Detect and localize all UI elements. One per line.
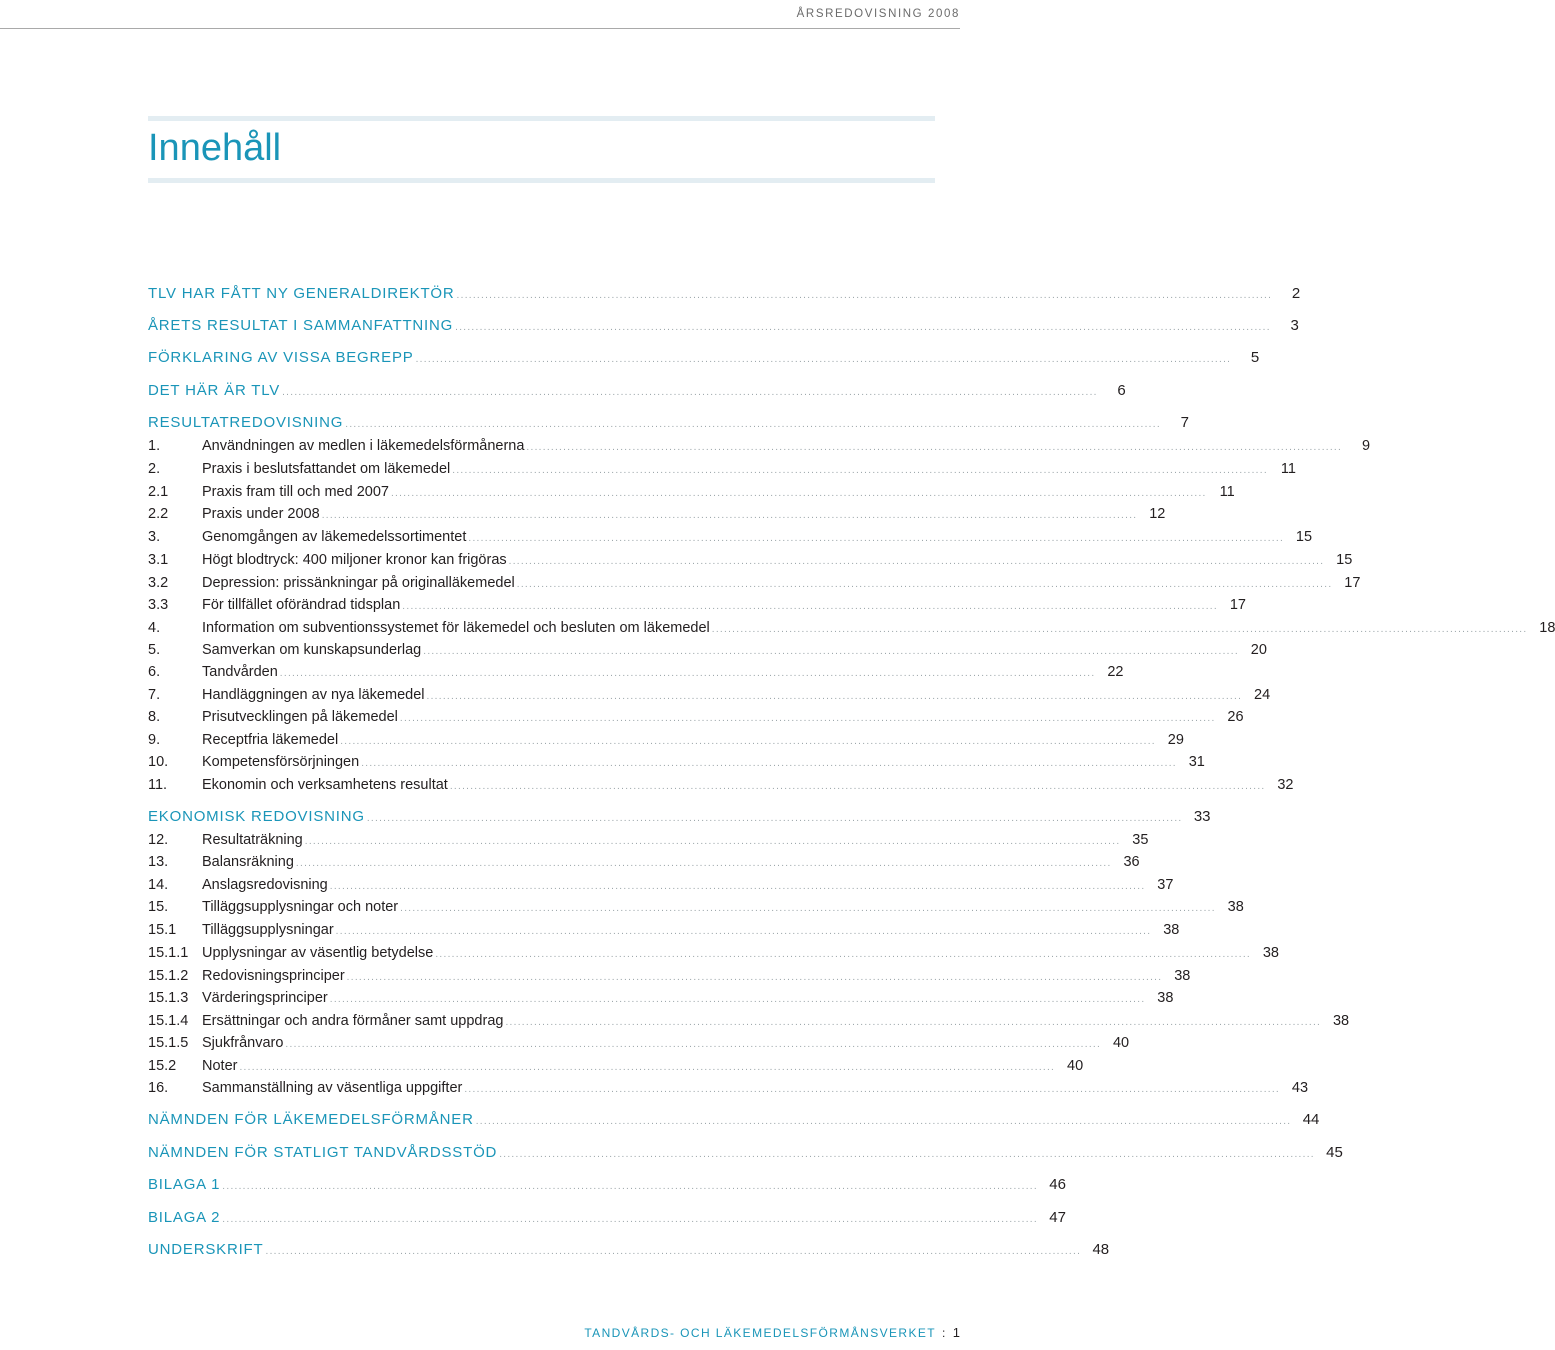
toc-entry[interactable] <box>148 596 1246 614</box>
toc-entry-page: 7 <box>1180 414 1189 431</box>
title-band-top <box>148 116 935 121</box>
toc-entry-label: ÅRETS RESULTAT I SAMMANFATTNING <box>148 317 454 334</box>
toc-entry[interactable] <box>148 776 1294 794</box>
page-number: 1 <box>952 1325 960 1340</box>
toc-entry-number: 16. <box>148 1080 169 1096</box>
toc-entry[interactable] <box>148 686 1271 704</box>
toc-entry[interactable] <box>148 1057 1084 1075</box>
toc-entry-page: 20 <box>1250 642 1267 658</box>
toc-entry-label: TLV HAR FÅTT NY GENERALDIREKTÖR <box>148 285 455 302</box>
toc-entry-label: Anslagsredovisning <box>202 877 328 893</box>
toc-entry-label: Ersättningar och andra förmåner samt uppdrag <box>202 1013 504 1029</box>
toc-entry-number: 15.1.4 <box>148 1013 189 1029</box>
dot-leader: ........................................................................................................................................................................................................ <box>508 556 1325 567</box>
toc-entry-label: Genomgången av läkemedelssortimentet <box>202 529 467 545</box>
toc-entry-page: 40 <box>1112 1035 1130 1051</box>
toc-section-entry[interactable] <box>148 382 1126 400</box>
toc-entry-page: 44 <box>1302 1111 1320 1128</box>
toc-entry[interactable] <box>148 574 1361 592</box>
toc-entry-number: 2. <box>148 461 161 477</box>
toc-entry-label: Sjukfrånvaro <box>202 1035 284 1051</box>
toc-entry[interactable] <box>148 437 1371 455</box>
dot-leader: ........................................................................................................................................................................................................ <box>464 1084 1281 1095</box>
toc-entry-page: 38 <box>1163 922 1180 938</box>
toc-section-entry[interactable] <box>148 414 1189 432</box>
dot-leader: ........................................................................................................................................................................................................ <box>456 290 1273 301</box>
toc-section-entry[interactable] <box>148 317 1299 335</box>
dot-leader: ........................................................................................................................................................................................................ <box>279 668 1096 679</box>
page-title: Innehåll <box>148 127 282 169</box>
toc-entry[interactable] <box>148 989 1174 1007</box>
dot-leader: ........................................................................................................................................................................................................ <box>516 579 1333 590</box>
dot-leader: ........................................................................................................................................................................................................ <box>423 646 1239 657</box>
toc-entry[interactable] <box>148 921 1180 939</box>
dot-leader: ........................................................................................................................................................................................................ <box>329 994 1146 1005</box>
toc-entry-number: 15. <box>148 899 169 915</box>
toc-entry-label: Användningen av medlen i läkemedelsförmånerna <box>202 438 525 454</box>
toc-entry-label: Tilläggsupplysningar och noter <box>202 899 399 915</box>
toc-entry-label: Resultaträkning <box>202 832 303 848</box>
toc-entry-label: Tandvården <box>202 664 278 680</box>
title-band-bottom <box>148 178 935 183</box>
dot-leader: ........................................................................................................................................................................................................ <box>335 926 1152 937</box>
dot-leader: ........................................................................................................................................................................................................ <box>415 354 1232 365</box>
dot-leader: ........................................................................................................................................................................................................ <box>340 736 1156 747</box>
footer-organization: TANDVÅRDS- OCH LÄKEMEDELSFÖRMÅNSVERKET <box>584 1326 937 1340</box>
toc-entry-page: 48 <box>1092 1241 1110 1258</box>
toc-entry[interactable] <box>148 551 1353 569</box>
toc-entry[interactable] <box>148 1079 1309 1097</box>
dot-leader: ........................................................................................................................................................................................................ <box>366 813 1183 824</box>
dot-leader: ........................................................................................................................................................................................................ <box>505 1017 1322 1028</box>
dot-leader: ........................................................................................................................................................................................................ <box>475 1116 1292 1127</box>
dot-leader: ........................................................................................................................................................................................................ <box>222 1181 1038 1192</box>
dot-leader: ........................................................................................................................................................................................................ <box>304 836 1121 847</box>
toc-entry[interactable] <box>148 505 1166 523</box>
toc-entry-page: 5 <box>1250 349 1260 366</box>
toc-entry-label: BILAGA 1 <box>148 1176 221 1193</box>
toc-entry-number: 15.1.5 <box>148 1035 189 1051</box>
toc-entry-page: 2 <box>1291 285 1301 302</box>
toc-entry-page: 36 <box>1123 854 1140 870</box>
toc-entry[interactable] <box>148 753 1205 771</box>
toc-entry-page: 38 <box>1262 945 1279 961</box>
toc-entry[interactable] <box>148 731 1184 749</box>
dot-leader: ........................................................................................................................................................................................................ <box>329 881 1146 892</box>
dot-leader: ........................................................................................................................................................................................................ <box>265 1246 1082 1257</box>
dot-leader: ........................................................................................................................................................................................................ <box>321 510 1138 521</box>
toc-entry[interactable] <box>148 967 1191 985</box>
dot-leader: ........................................................................................................................................................................................................ <box>449 781 1266 792</box>
toc-entry-label: Receptfria läkemedel <box>202 732 339 748</box>
toc-entry[interactable] <box>148 944 1279 962</box>
dot-leader: ........................................................................................................................................................................................................ <box>295 858 1112 869</box>
toc-entry-label: För tillfället oförändrad tidsplan <box>202 597 401 613</box>
toc-entry-label: Högt blodtryck: 400 miljoner kronor kan frigöras <box>202 552 507 568</box>
dot-leader: ........................................................................................................................................................................................................ <box>711 624 1528 635</box>
toc-section-entry[interactable] <box>148 808 1211 826</box>
dot-leader: ........................................................................................................................................................................................................ <box>426 691 1243 702</box>
toc-entry-label: DET HÄR ÄR TLV <box>148 382 281 399</box>
toc-section-entry[interactable] <box>148 1144 1343 1162</box>
toc-entry-number: 3. <box>148 529 161 545</box>
toc-entry-page: 24 <box>1254 687 1271 703</box>
toc-entry-label: UNDERSKRIFT <box>148 1241 264 1258</box>
dot-leader: ........................................................................................................................................................................................................ <box>346 972 1163 983</box>
toc-section-entry[interactable] <box>148 1176 1066 1194</box>
toc-entry-page: 3 <box>1290 317 1299 334</box>
running-header: ÅRSREDOVISNING 2008 <box>796 8 960 20</box>
toc-entry[interactable] <box>148 528 1313 546</box>
toc-entry-label: Redovisningsprinciper <box>202 968 345 984</box>
toc-entry-page: 46 <box>1049 1176 1066 1193</box>
dot-leader: ........................................................................................................................................................................................................ <box>526 442 1343 453</box>
dot-leader: ........................................................................................................................................................................................................ <box>400 903 1216 914</box>
toc-entry[interactable] <box>148 460 1296 478</box>
toc-entry-page: 29 <box>1167 732 1184 748</box>
toc-section-entry[interactable] <box>148 1209 1066 1227</box>
toc-entry-page: 18 <box>1539 620 1555 636</box>
toc-entry-label: Information om subventionssystemet för läkemedel och besluten om läkemedel <box>202 620 710 636</box>
footer-separator: : <box>942 1326 947 1340</box>
toc-entry-number: 7. <box>148 687 161 703</box>
toc-entry-label: EKONOMISK REDOVISNING <box>148 808 365 825</box>
toc-entry-number: 3.3 <box>148 597 169 613</box>
toc-entry-label: Tilläggsupplysningar <box>202 922 334 938</box>
toc-entry[interactable] <box>148 853 1140 871</box>
toc-entry-page: 17 <box>1229 597 1246 613</box>
toc-entry-number: 15.1.1 <box>148 945 189 961</box>
toc-entry-number: 4. <box>148 620 161 636</box>
toc-entry-number: 12. <box>148 832 169 848</box>
toc-entry-page: 38 <box>1332 1013 1350 1029</box>
toc-entry-number: 13. <box>148 854 169 870</box>
toc-entry-label: FÖRKLARING AV VISSA BEGREPP <box>148 349 414 366</box>
toc-entry-label: Noter <box>202 1058 238 1074</box>
toc-entry-number: 8. <box>148 709 161 725</box>
toc-entry-label: BILAGA 2 <box>148 1209 221 1226</box>
toc-entry-number: 10. <box>148 754 169 770</box>
toc-entry[interactable] <box>148 619 1555 637</box>
dot-leader: ........................................................................................................................................................................................................ <box>402 601 1218 612</box>
toc-entry-label: Ekonomin och verksamhetens resultat <box>202 777 448 793</box>
toc-entry-number: 15.2 <box>148 1058 177 1074</box>
toc-entry[interactable] <box>148 663 1124 681</box>
dot-leader: ........................................................................................................................................................................................................ <box>455 322 1271 333</box>
toc-entry[interactable] <box>148 1034 1130 1052</box>
toc-entry-number: 6. <box>148 664 161 680</box>
toc-entry-number: 5. <box>148 642 161 658</box>
toc-entry-page: 31 <box>1188 754 1205 770</box>
toc-entry-number: 1. <box>148 438 161 454</box>
toc-section-entry[interactable] <box>148 285 1301 303</box>
toc-section-entry[interactable] <box>148 349 1260 367</box>
dot-leader: ........................................................................................................................................................................................................ <box>239 1062 1056 1073</box>
dot-leader: ........................................................................................................................................................................................................ <box>361 758 1177 769</box>
toc-entry-page: 47 <box>1049 1209 1066 1226</box>
toc-entry-page: 6 <box>1117 382 1126 399</box>
toc-entry-page: 11 <box>1280 461 1296 477</box>
toc-entry-page: 35 <box>1132 832 1149 848</box>
toc-entry[interactable] <box>148 708 1244 726</box>
dot-leader: ........................................................................................................................................................................................................ <box>222 1214 1038 1225</box>
toc-entry[interactable] <box>148 831 1149 849</box>
dot-leader: ........................................................................................................................................................................................................ <box>390 488 1207 499</box>
dot-leader: ........................................................................................................................................................................................................ <box>345 419 1161 430</box>
toc-entry-number: 3.1 <box>148 552 169 568</box>
toc-entry[interactable] <box>148 898 1244 916</box>
toc-entry-page: 32 <box>1277 777 1294 793</box>
toc-entry[interactable] <box>148 641 1267 659</box>
dot-leader: ........................................................................................................................................................................................................ <box>452 465 1268 476</box>
toc-entry-label: NÄMNDEN FÖR STATLIGT TANDVÅRDSSTÖD <box>148 1144 498 1161</box>
toc-entry-number: 14. <box>148 877 169 893</box>
toc-entry-page: 15 <box>1336 552 1353 568</box>
toc-entry-number: 3.2 <box>148 575 169 591</box>
toc-section-entry[interactable] <box>148 1111 1320 1129</box>
toc-entry-number: 15.1.3 <box>148 990 189 1006</box>
toc-entry-number: 9. <box>148 732 161 748</box>
toc-entry-label: Praxis fram till och med 2007 <box>202 484 389 500</box>
toc-entry-label: Kompetensförsörjningen <box>202 754 360 770</box>
toc-entry-page: 38 <box>1157 990 1174 1006</box>
toc-entry-label: Prisutvecklingen på läkemedel <box>202 709 398 725</box>
toc-entry-page: 15 <box>1295 529 1313 545</box>
dot-leader: ........................................................................................................................................................................................................ <box>435 949 1251 960</box>
toc-entry-page: 43 <box>1291 1080 1309 1096</box>
toc-section-entry[interactable] <box>148 1241 1110 1259</box>
toc-entry-label: Värderingsprinciper <box>202 990 328 1006</box>
toc-entry-page: 38 <box>1227 899 1244 915</box>
toc-entry-page: 33 <box>1193 808 1211 825</box>
toc-entry-page: 45 <box>1326 1144 1343 1161</box>
toc-entry[interactable] <box>148 483 1235 501</box>
dot-leader: ........................................................................................................................................................................................................ <box>285 1039 1102 1050</box>
toc-entry-number: 2.2 <box>148 506 169 522</box>
dot-leader: ........................................................................................................................................................................................................ <box>468 533 1285 544</box>
toc-entry-label: Sammanställning av väsentliga uppgifter <box>202 1080 463 1096</box>
toc-entry[interactable] <box>148 876 1174 894</box>
toc-entry-label: Handläggningen av nya läkemedel <box>202 687 425 703</box>
toc-entry-page: 12 <box>1149 506 1166 522</box>
dot-leader: ........................................................................................................................................................................................................ <box>282 387 1098 398</box>
toc-entry-label: Praxis under 2008 <box>202 506 320 522</box>
toc-entry-page: 26 <box>1227 709 1244 725</box>
toc-entry-page: 11 <box>1219 484 1235 500</box>
top-rule <box>0 28 960 29</box>
toc-entry-number: 15.1 <box>148 922 177 938</box>
toc-entry-label: Balansräkning <box>202 854 294 870</box>
toc-entry-label: RESULTATREDOVISNING <box>148 414 344 431</box>
dot-leader: ........................................................................................................................................................................................................ <box>499 1149 1315 1160</box>
toc-entry-label: Praxis i beslutsfattandet om läkemedel <box>202 461 451 477</box>
page-footer <box>584 1325 960 1340</box>
toc-entry-label: Samverkan om kunskapsunderlag <box>202 642 422 658</box>
dot-leader: ........................................................................................................................................................................................................ <box>399 713 1216 724</box>
toc-entry-number: 11. <box>148 777 168 793</box>
toc-entry-page: 40 <box>1067 1058 1084 1074</box>
toc-entry-page: 9 <box>1362 438 1371 454</box>
toc-entry-label: Depression: prissänkningar på originalläkemedel <box>202 575 515 591</box>
toc-entry-page: 37 <box>1157 877 1174 893</box>
toc-entry-label: NÄMNDEN FÖR LÄKEMEDELSFÖRMÅNER <box>148 1111 474 1128</box>
toc-entry[interactable] <box>148 1012 1350 1030</box>
toc-entry-page: 38 <box>1174 968 1191 984</box>
toc-entry-number: 2.1 <box>148 484 169 500</box>
toc-entry-page: 22 <box>1107 664 1124 680</box>
toc-entry-label: Upplysningar av väsentlig betydelse <box>202 945 434 961</box>
toc-entry-number: 15.1.2 <box>148 968 189 984</box>
toc-entry-page: 17 <box>1344 575 1361 591</box>
